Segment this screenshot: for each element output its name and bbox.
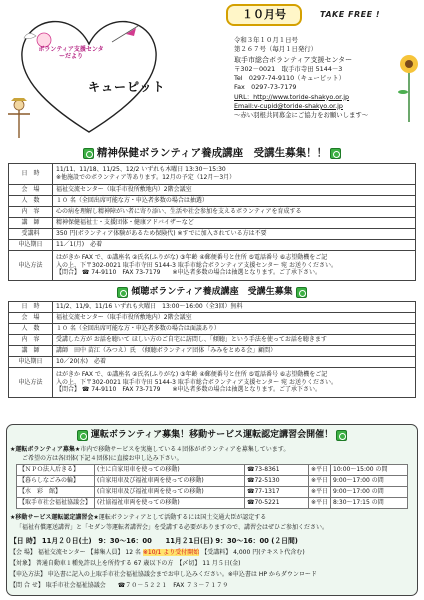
green-marker-icon [330, 148, 341, 159]
group-name: 【ＮＰＯ法人后きる】 [17, 465, 95, 476]
red-feather-note: ～赤い羽根共同募金にご協力をお願いします～ [234, 111, 369, 120]
email-link[interactable]: Email:v-cupid@toride-shakyo.or.jp [234, 101, 343, 110]
seminar-venue-line [10, 549, 305, 557]
recruit-instruction: ご希望の方は各団体(下記４団体)に直接お申し込み下さい。 [22, 455, 183, 462]
group-list [16, 464, 408, 509]
section-title-text: 精神保健ボランティア養成講座 受講生募集！！ [96, 146, 328, 159]
venue-text: 福祉交流センター（取手市役所敷地内）2階会議室 [53, 313, 416, 324]
group-day: ※平日 [309, 465, 331, 476]
seminar-text: 運転ボランティアとして活動するには国土交通大臣が認定する [98, 514, 267, 521]
group-day: ※平日 [309, 498, 331, 509]
row-label: 日 時 [9, 302, 53, 313]
group-time: 9:00～17:00 の間 [331, 487, 408, 498]
capacity-text: １０ 名（全回出席可能な方・申込者多数の場合は抽選） [53, 196, 416, 207]
row-label: 申込期日 [9, 357, 53, 368]
issue-badge: １０月号 [226, 4, 302, 26]
seminar-dates: 【日 時】 11月２０日(土) 9：30～16：00 11月２1日(日) 9：30～16：00 (２日間) [10, 537, 298, 545]
seminar-requirement: 「福祉有償運送講習」と「セダン等運転者講習会」を受講する必要がありますので、講習会はぜひご参加ください。 [16, 524, 328, 531]
deadline-text: 11／1(月) 必着 [53, 240, 416, 251]
group-phone: ☎77-1317 [245, 487, 309, 498]
group-phone: ☎72-5130 [245, 476, 309, 487]
reception-start-badge: ※10/1 より受付開始 [142, 549, 200, 556]
group-row [17, 476, 408, 487]
green-marker-icon [296, 287, 307, 298]
section-driver-title [8, 428, 416, 443]
seminar-contact: 【問 合 せ】 取手市社会福祉協議会 ☎７０－５２２１ FAX ７３－７１７９ [10, 582, 229, 589]
content-text: 受講した方が お話を聴いて ほしい方のご自宅に訪問し、「傾聴」という手法を使ってお話を聴きます [53, 335, 416, 346]
green-marker-icon [83, 148, 94, 159]
group-time: 10:00～15:00 の間 [331, 465, 408, 476]
row-label: 日 時 [9, 164, 53, 185]
schedule-note: ※他施設でのボランティア等あります。12月の予定（12月～3月） [56, 174, 236, 181]
row-label: 内 容 [9, 335, 53, 346]
seminar-eligibility: 【対象】 普通自動車１種免許以上を所持する 67 歳以下の方 【〆切】 11 月５日(金) [10, 560, 241, 567]
mental-health-course-table [8, 163, 416, 281]
take-free-label: TAKE FREE ! [320, 10, 380, 19]
group-phone: ☎73-8361 [245, 465, 309, 476]
row-label: 人 数 [9, 324, 53, 335]
group-day: ※平日 [309, 476, 331, 487]
green-marker-icon [117, 287, 128, 298]
group-desc: (社協福祉車両を使っての移動) [95, 498, 245, 509]
heart-frame-icon [14, 12, 164, 137]
address: 〒302－0021 取手市寺田 5144－3 [234, 64, 343, 73]
seminar-schedule [10, 537, 298, 546]
schedule-text: 11/11、11/18、11/25、12/2 いずれも木曜日 13:30～15:30 [56, 166, 226, 174]
seminar-intro [10, 514, 266, 522]
group-day: ※平日 [309, 487, 331, 498]
row-label: 内 容 [9, 207, 53, 218]
apply-method-line: 入の上、下〒302-0021 取手市寺田 5144-3 取手市総合ボランティア支援センター 宛 お送りください。 [56, 261, 337, 269]
section-listening-title [8, 285, 416, 300]
apply-contact-line: 【問合】 ☎ 74-9110 FAX 73-7179 ※申込者多数の場合は抽選となります。ご了承下さい。 [56, 386, 321, 394]
green-marker-icon [336, 430, 347, 441]
group-desc: (自家用車及び福祉車両を使っての移動) [95, 487, 245, 498]
sunflower-icon [398, 52, 420, 122]
apply-contact-line: 【問合】 ☎ 74-9110 FAX 73-7179 ※申込者多数の場合は抽選となります。ご了承下さい。 [56, 269, 321, 277]
issue-date: 令和３年１０月１日号 [234, 36, 298, 44]
row-label: 申込期日 [9, 240, 53, 251]
publisher-info [234, 36, 368, 120]
group-desc: (主に自家用車を使っての移動) [95, 465, 245, 476]
fax: Fax 0297-73-7179 [234, 83, 297, 92]
deadline-text: 10／20(水) 必着 [53, 357, 416, 368]
newsletter-header [0, 0, 424, 142]
green-marker-icon [77, 430, 88, 441]
row-label: 申込方法 [9, 368, 53, 398]
lecturer-text: 講師 田中 苗江（みつえ）氏 （傾聴ボランティア団体「みみをとめる会」顧問） [53, 346, 416, 357]
apply-method-line: はがきか FAX で、①講座名 ②氏名(ふりがな) ③年齢 ④郵便番号と住所 ⑤電話番号 ⑥志望動機をご記 [56, 370, 328, 378]
row-label: 人 数 [9, 196, 53, 207]
venue-text: 福祉交流センター（取手市役所敷地内）2階会議室 [53, 185, 416, 196]
seminar-venue: 【会 場】 福祉交流センター 【募集人員】 12 名 [10, 549, 141, 556]
seminar-fee: 【受講料】 4,000 円(テキスト代含む) [201, 549, 305, 556]
fee-text: 350 円(ボランティア体験があるため保険代) ※すでに加入されている方は不要 [53, 229, 416, 240]
group-time: 9:00～17:00 の間 [331, 476, 408, 487]
seminar-heading: ★移動サービス運転認定講習会★ [10, 514, 99, 521]
group-time: 8:30～17:15 の間 [331, 498, 408, 509]
group-name: 【水 彩 館】 [17, 487, 95, 498]
newsletter-catchphrase: ボランティア支援センターだより [38, 46, 104, 61]
schedule-text: 11/2、11/9、11/16 いずれも火曜日 13:00～16:00（全3回）無料 [53, 302, 416, 313]
group-row [17, 465, 408, 476]
section-title-text: 運転ボランティア募集！移動サービス運転認定講習会開催！ [90, 429, 334, 440]
group-row [17, 487, 408, 498]
group-desc: (自家用車及び福祉車両を使っての移動) [95, 476, 245, 487]
issue-number: 第２６７号（毎月１日発行） [234, 45, 318, 54]
phone: Tel 0297-74-9110（キューピット） [234, 73, 346, 82]
organization-name: 取手市総合ボランティア支援センター [234, 55, 353, 64]
row-label: 会 場 [9, 185, 53, 196]
row-label: 受講料 [9, 229, 53, 240]
content-text: 心の病を理解し精神障がい者に寄り添い、生活や社会参加を支えるボランティアを育成する [53, 207, 416, 218]
recruit-heading: ★運転ボランティア募集★ [10, 446, 81, 453]
website-link[interactable]: URL：http://www.toride-shakyo.or.jp [234, 92, 350, 101]
row-label: 申込方法 [9, 251, 53, 281]
row-label: 講 師 [9, 346, 53, 357]
row-label: 講 師 [9, 218, 53, 229]
group-phone: ☎70-5221 [245, 498, 309, 509]
listening-course-table [8, 301, 416, 398]
section-title-text: 傾聴ボランティア養成講座 受講生募集 [131, 286, 293, 297]
group-name: 【暮らしなごみの輪】 [17, 476, 95, 487]
scarecrow-icon [6, 98, 32, 138]
apply-method-line: はがきか FAX で、①講座名 ②氏名(ふりがな) ③年齢 ④郵便番号と住所 ⑤電話番号 ⑥志望動機をご記 [56, 253, 328, 261]
group-name: 【取手市社会福祉協議会】 [17, 498, 95, 509]
recruit-intro [10, 446, 289, 454]
capacity-text: １０ 名（全回出席可能な方・申込者多数の場合は面談あり） [53, 324, 416, 335]
seminar-apply-method: 【申込方法】 申込書に記入の上取手市社会福祉協議会までお申し込みください。※申込書は HP からダウンロード [10, 571, 317, 578]
group-row [17, 498, 408, 509]
section-mental-health-title [8, 146, 416, 161]
apply-method-line: 入の上、下〒302-0021 取手市寺田 5144-3 取手市総合ボランティア支援センター 宛 お送りください。 [56, 378, 337, 386]
lecturer-text: 精神保健福祉士・支援団体・健康アドバイザーなど [53, 218, 416, 229]
row-label: 会 場 [9, 313, 53, 324]
newsletter-logo: キューピット [88, 80, 166, 94]
recruit-text: 市内で移動サービスを実施している４団体がボランティアを募集しています。 [80, 446, 290, 453]
